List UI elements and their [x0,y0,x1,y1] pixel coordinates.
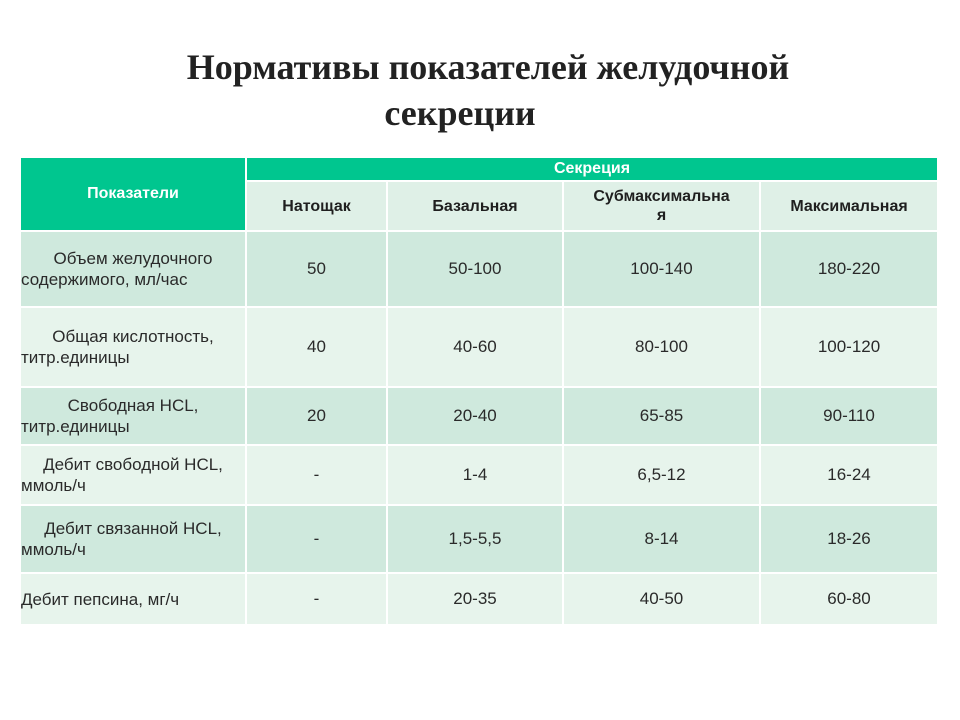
table-cell: 65-85 [563,387,760,445]
table-cell: 180-220 [760,231,938,307]
column-header-basal: Базальная [387,181,563,231]
page-title-line-1: Нормативы показателей желудочной [186,47,790,87]
row-label: Дебит пепсина, мг/ч [20,573,246,625]
table-cell: 1,5-5,5 [387,505,563,573]
table-cell: 40-60 [387,307,563,387]
table-cell: 80-100 [563,307,760,387]
row-label: Общая кислотность, титр.единицы [20,307,246,387]
page-title [0,44,960,136]
table-cell: 50-100 [387,231,563,307]
table-cell: 16-24 [760,445,938,505]
table-cell: - [246,505,387,573]
table-row [20,573,938,625]
table-cell: 40-50 [563,573,760,625]
table-cell: 100-120 [760,307,938,387]
row-label: Дебит свободной HCL, ммоль/ч [20,445,246,505]
column-header-fasting: Натощак [246,181,387,231]
table-row [20,445,938,505]
table-cell: - [246,573,387,625]
row-label: Объем желудочного содержимого, мл/час [20,231,246,307]
table-row [20,307,938,387]
table-cell: 18-26 [760,505,938,573]
table-cell: 90-110 [760,387,938,445]
table-cell: 1-4 [387,445,563,505]
table-cell: 6,5-12 [563,445,760,505]
table-cell: 20 [246,387,387,445]
table-cell: 60-80 [760,573,938,625]
secretion-norms-table [19,156,939,626]
table-row [20,231,938,307]
column-header-submaximal: Субмаксимальна я [563,181,760,231]
table-cell: 20-35 [387,573,563,625]
table-row [20,387,938,445]
table-row [20,505,938,573]
table-cell: 20-40 [387,387,563,445]
column-group-header-secretion: Секреция [246,157,938,181]
table-cell: 40 [246,307,387,387]
page-title-line-2: секреции [384,93,536,133]
table-cell: 100-140 [563,231,760,307]
row-label: Дебит связанной HCL, ммоль/ч [20,505,246,573]
column-header-maximal: Максимальная [760,181,938,231]
table-cell: - [246,445,387,505]
table-cell: 8-14 [563,505,760,573]
table-cell: 50 [246,231,387,307]
column-header-indicators: Показатели [20,157,246,231]
row-label: Свободная HCL, титр.единицы [20,387,246,445]
